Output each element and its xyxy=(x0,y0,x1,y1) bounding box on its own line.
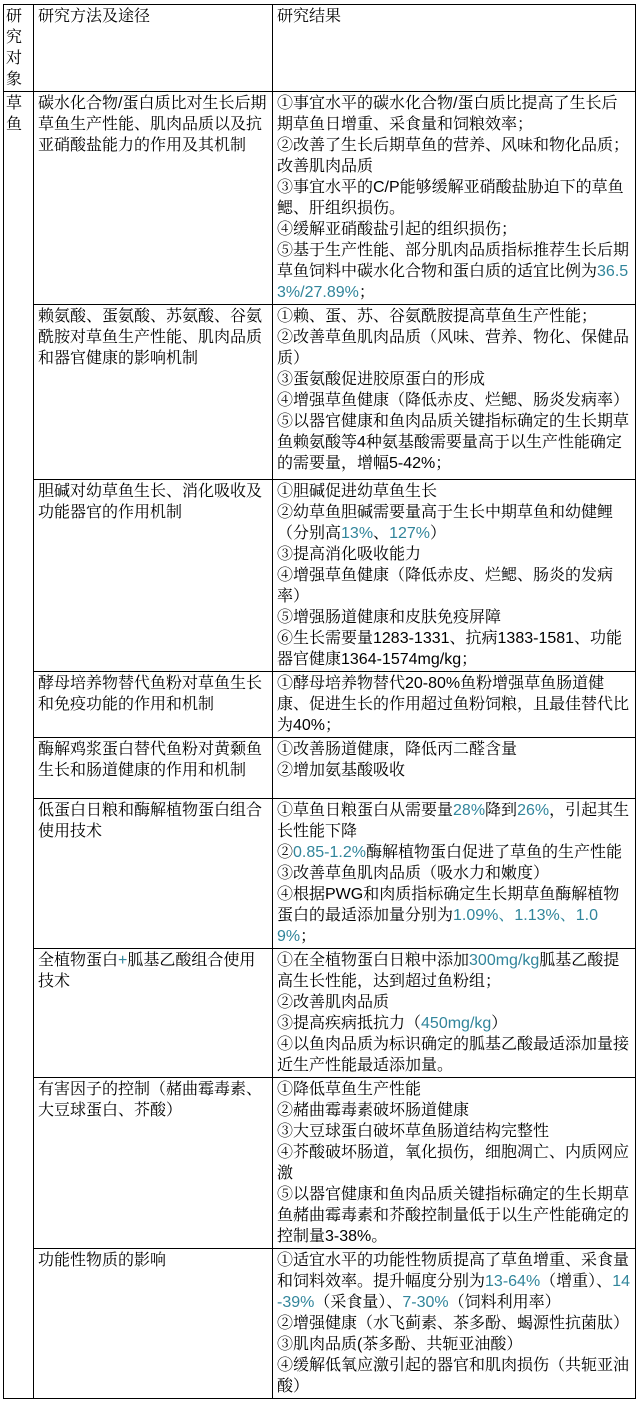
text-run: ①胆碱促进幼草鱼生长 xyxy=(277,483,438,500)
text-run: ⑤以器官健康和鱼肉品质关键指标确定的生长期草鱼赭曲霉毒素和芥酸控制量低于以生产性能确定的控制量3-38%。 xyxy=(277,1186,630,1245)
result-item xyxy=(277,760,632,781)
result-item xyxy=(277,1250,632,1313)
method-cell xyxy=(34,92,273,305)
result-item xyxy=(277,390,632,411)
result-item xyxy=(277,544,632,565)
text-run: ④芥酸破坏肠道，氧化损伤，细胞凋亡、内质网应激 xyxy=(277,1144,630,1182)
highlight-number: 1.09%、1.13%、1.09% xyxy=(277,907,598,945)
text-run: ⑤以器官健康和鱼肉品质关键指标确定的生长期草鱼赖氨酸等4种氨基酸需要量高于以生产性能确定的需要量，增幅5-42%； xyxy=(277,413,630,472)
text-run: ①酵母培养物替代20-80%鱼粉增强草鱼肠道健康、促进生长的作用超过鱼粉饲粮，且最佳替代比为40%； xyxy=(277,675,630,734)
text-run: 胍基乙酸提高生长性能，达到超过鱼粉组； xyxy=(277,952,620,990)
text-run: ①适宜水平的功能性物质提高了草鱼增重、采食量和饲料效率。提升幅度分别为 xyxy=(277,1252,630,1290)
highlight-number: 28% xyxy=(453,802,486,819)
result-item xyxy=(277,1079,632,1100)
header-research-result: 研究结果 xyxy=(273,5,636,92)
research-table xyxy=(3,4,636,1399)
table-row xyxy=(4,799,636,949)
highlight-number: 14-39% xyxy=(277,1273,630,1311)
text-run: 有害因子的控制（赭曲霉毒素、大豆球蛋白、芥酸） xyxy=(38,1081,263,1119)
result-item xyxy=(277,628,632,670)
text-run: 、 xyxy=(373,525,390,542)
text-run: ②改善肌肉品质 xyxy=(277,994,390,1011)
text-run: 赖氨酸、蛋氨酸、苏氨酸、谷氨酰胺对草鱼生产性能、肌肉品质和器官健康的影响机制 xyxy=(38,308,263,367)
subject-cell: 草鱼 xyxy=(4,92,34,1399)
table-body xyxy=(4,92,636,1399)
text-run: ④以鱼肉品质为标识确定的胍基乙酸最适添加量接近生产性能最适添加量。 xyxy=(277,1036,630,1074)
result-item xyxy=(277,327,632,369)
result-item xyxy=(277,219,632,240)
text-run: 酶解鸡浆蛋白替代鱼粉对黄颡鱼生长和肠道健康的作用和机制 xyxy=(38,741,263,779)
text-run: 酶解植物蛋白促进了草鱼的生产性能 xyxy=(365,844,622,861)
highlight-number: 450mg/kg xyxy=(421,1015,492,1032)
result-item xyxy=(277,1142,632,1184)
text-run: ③提高疾病抵抗力（ xyxy=(277,1015,422,1032)
result-item xyxy=(277,1355,632,1397)
highlight-number: 26% xyxy=(517,802,550,819)
text-run: （增重）、 xyxy=(540,1273,613,1290)
result-item xyxy=(277,1121,632,1142)
text-run: ①改善肠道健康，降低丙二醛含量 xyxy=(277,741,518,758)
result-item xyxy=(277,842,632,863)
result-item xyxy=(277,481,632,502)
text-run: ③蛋氨酸促进胶原蛋白的形成 xyxy=(277,371,486,388)
result-item xyxy=(277,93,632,135)
text-run: ④缓解亚硝酸盐引起的组织损伤； xyxy=(277,221,518,238)
result-item xyxy=(277,135,632,177)
text-run: ②幼草鱼胆碱需要量高于生长中期草鱼和幼健鲤（分别高 xyxy=(277,504,614,542)
result-item xyxy=(277,992,632,1013)
result-cell xyxy=(273,672,636,738)
text-run: ③改善草鱼肌肉品质（吸水力和嫩度） xyxy=(277,865,550,882)
text-run: ； xyxy=(300,928,317,945)
result-cell xyxy=(273,1078,636,1249)
text-run: ①在全植物蛋白日粮中添加 xyxy=(277,952,470,969)
result-item xyxy=(277,1313,632,1334)
table-row xyxy=(4,480,636,672)
text-run: 低蛋白日粮和酶解植物蛋白组合使用技术 xyxy=(38,802,263,840)
result-item xyxy=(277,502,632,544)
text-run: ①降低草鱼生产性能 xyxy=(277,1081,422,1098)
text-run: 降到 xyxy=(485,802,518,819)
text-run: 胆碱对幼草鱼生长、消化吸收及功能器官的作用机制 xyxy=(38,483,263,521)
result-item xyxy=(277,800,632,842)
result-item xyxy=(277,739,632,760)
text-run: ② xyxy=(277,844,294,861)
table-row xyxy=(4,1249,636,1399)
header-research-subject: 研究对象 xyxy=(4,5,34,92)
text-run: ，引起其生长性能下降 xyxy=(277,802,630,840)
table-row xyxy=(4,672,636,738)
text-run: ④增强草鱼健康（降低赤皮、烂鳃、肠炎发病率） xyxy=(277,392,630,409)
text-run: ②改善了生长后期草鱼的营养、风味和物化品质；改善肌肉品质 xyxy=(277,137,630,175)
text-run: ②增加氨基酸吸收 xyxy=(277,762,406,779)
result-item xyxy=(277,306,632,327)
text-run: ①事宜水平的碳水化合物/蛋白质比提高了生长后期草鱼日增重、采食量和饲粮效率； xyxy=(277,95,618,133)
result-cell xyxy=(273,92,636,305)
method-cell xyxy=(34,1078,273,1249)
text-run: ③事宜水平的C/P能够缓解亚硝酸盐胁迫下的草鱼鳃、肝组织损伤。 xyxy=(277,179,624,217)
text-run: 碳水化合物/蛋白质比对生长后期草鱼生产性能、肌肉品质以及抗亚硝酸盐能力的作用及其机制 xyxy=(38,95,267,154)
text-run: 酵母培养物替代鱼粉对草鱼生长和免疫功能的作用和机制 xyxy=(38,675,263,713)
method-cell xyxy=(34,799,273,949)
table-row xyxy=(4,738,636,799)
text-run: ①赖、蛋、苏、谷氨酰胺提高草鱼生产性能； xyxy=(277,308,598,325)
result-cell xyxy=(273,799,636,949)
table-row xyxy=(4,1078,636,1249)
text-run: ⑤基于生产性能、部分肌肉品质指标推荐生长后期草鱼饲料中碳水化合物和蛋白质的适宜比例为 xyxy=(277,242,630,280)
table-row xyxy=(4,949,636,1078)
highlight-number: 0.85-1.2% xyxy=(293,844,366,861)
result-item xyxy=(277,411,632,474)
highlight-number: 36.53%/27.89% xyxy=(277,263,629,301)
text-run: ） xyxy=(491,1015,508,1032)
header-row xyxy=(4,5,636,92)
result-item xyxy=(277,177,632,219)
text-run: ； xyxy=(358,284,375,301)
text-run: ） xyxy=(429,525,446,542)
text-run: 胍基乙酸组合使用技术 xyxy=(38,952,256,990)
result-item xyxy=(277,369,632,390)
method-cell xyxy=(34,480,273,672)
result-item xyxy=(277,1034,632,1076)
result-item xyxy=(277,950,632,992)
result-item xyxy=(277,1184,632,1247)
highlight-number: 13-64% xyxy=(485,1273,541,1290)
text-run: ①草鱼日粮蛋白从需要量 xyxy=(277,802,454,819)
table-row xyxy=(4,92,636,305)
text-run: ⑤增强肠道健康和皮肤免疫屏障 xyxy=(277,609,502,626)
text-run: ⑥生长需要量1283-1331、抗病1383-1581、功能器官健康1364-1574mg/kg； xyxy=(277,630,623,668)
result-cell xyxy=(273,480,636,672)
result-item xyxy=(277,1334,632,1355)
method-cell xyxy=(34,1249,273,1399)
text-run: （饲料利用率） xyxy=(448,1294,561,1311)
result-cell xyxy=(273,738,636,799)
text-run: ④增强草鱼健康（降低赤皮、烂鳃、肠炎的发病率） xyxy=(277,567,614,605)
result-item xyxy=(277,1013,632,1034)
text-run: ③提高消化吸收能力 xyxy=(277,546,422,563)
text-run: ②赭曲霉毒素破坏肠道健康 xyxy=(277,1102,470,1119)
text-run: ②增强健康（水飞蓟素、茶多酚、蝎源性抗菌肽） xyxy=(277,1315,630,1332)
result-item xyxy=(277,673,632,736)
text-run: 功能性物质的影响 xyxy=(38,1252,167,1269)
text-run: 全植物蛋白 xyxy=(38,952,119,969)
table-row xyxy=(4,305,636,480)
result-item xyxy=(277,1100,632,1121)
header-research-method: 研究方法及途径 xyxy=(34,5,273,92)
result-item xyxy=(277,863,632,884)
text-run: ③肌肉品质(茶多酚、共轭亚油酸） xyxy=(277,1336,523,1353)
highlight-number: 13% xyxy=(341,525,374,542)
method-cell xyxy=(34,672,273,738)
result-cell xyxy=(273,305,636,480)
highlight-number: 127% xyxy=(389,525,430,542)
highlight-number: + xyxy=(118,952,128,969)
method-cell xyxy=(34,949,273,1078)
text-run: ④缓解低氧应激引起的器官和肌肉损伤（共轭亚油酸） xyxy=(277,1357,630,1395)
text-run: ③大豆球蛋白破坏草鱼肠道结构完整性 xyxy=(277,1123,550,1140)
highlight-number: 300mg/kg xyxy=(469,952,540,969)
result-item xyxy=(277,884,632,947)
method-cell xyxy=(34,305,273,480)
result-item xyxy=(277,607,632,628)
result-item xyxy=(277,565,632,607)
result-cell xyxy=(273,949,636,1078)
result-item xyxy=(277,240,632,303)
text-run: （采食量）、 xyxy=(314,1294,403,1311)
text-run: ④根据PWG和肉质指标确定生长期草鱼酶解植物蛋白的最适添加量分别为 xyxy=(277,886,620,924)
text-run: ②改善草鱼肌肉品质（风味、营养、物化、保健品质） xyxy=(277,329,630,367)
highlight-number: 7-30% xyxy=(402,1294,449,1311)
result-cell xyxy=(273,1249,636,1399)
method-cell xyxy=(34,738,273,799)
